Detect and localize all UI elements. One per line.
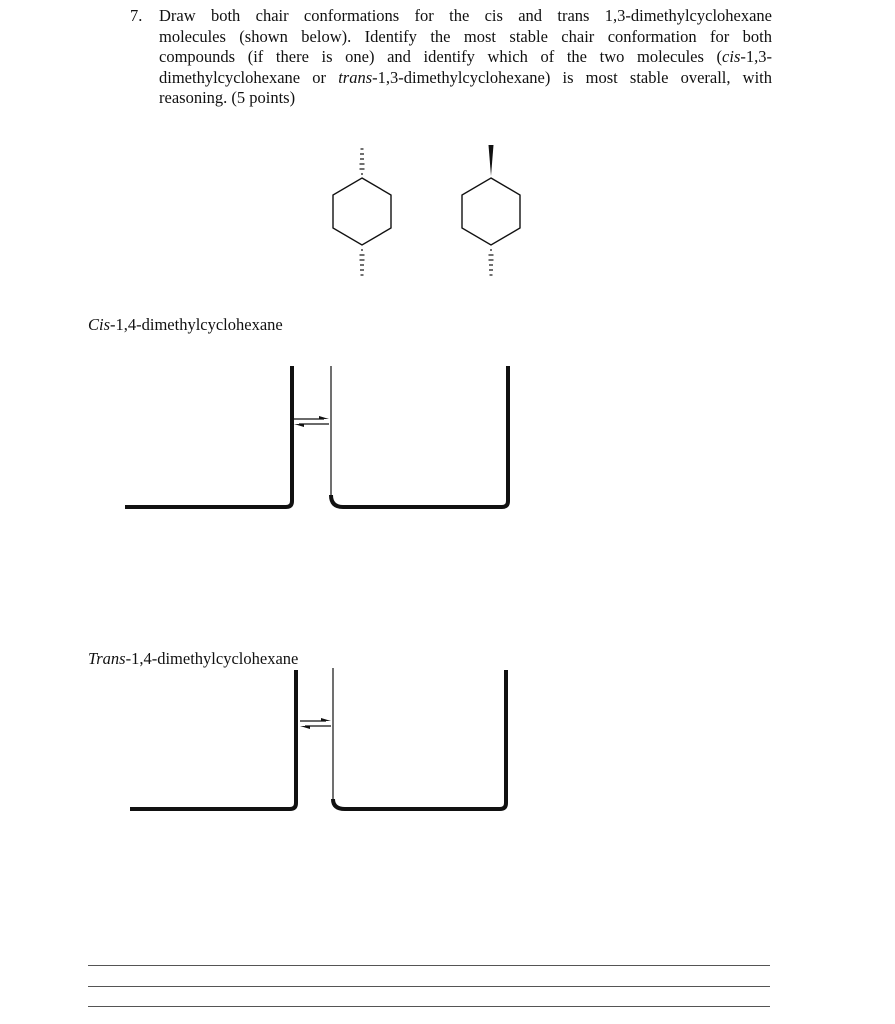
hashed-bond-bottom-2 [489, 250, 494, 275]
cyclohexane-ring-1 [333, 178, 391, 245]
trans-suffix: -1,3-dimethylcyclohexane) is most stable overall, with [372, 67, 773, 87]
cis-equilibrium-arrows [294, 416, 329, 427]
cis-label-rest: -1,4-dimethylcyclohexane [110, 315, 283, 334]
cis-answer-template [125, 366, 508, 507]
trans-section-label [88, 649, 298, 669]
trans-term: trans [338, 67, 373, 87]
trans-label-italic: Trans [88, 649, 126, 668]
cis-chair-left-frame [125, 366, 292, 507]
trans-answer-template [130, 668, 506, 809]
cis-term: cis [722, 47, 741, 66]
molecule-trans-structure [462, 145, 520, 275]
trans-chair-left-frame [130, 670, 296, 809]
answer-line-1[interactable] [88, 965, 770, 966]
cis-chair-right-frame [331, 366, 508, 507]
cis-suffix: -1,3- [740, 47, 772, 66]
question-number: 7. [130, 6, 143, 25]
hashed-bond-top-1 [360, 149, 365, 174]
cis-section-label [88, 315, 283, 335]
trans-label-rest: -1,4-dimethylcyclohexane [125, 649, 299, 668]
molecule-cis-structure [333, 149, 391, 275]
question-line-4-text: dimethylcyclohexane or [159, 67, 339, 87]
question-line-1: Draw both chair conformations for the cis and trans 1,3-dimethylcyclohexane [159, 6, 772, 25]
question-line-5: reasoning. (5 points) [159, 88, 296, 107]
question-line-3-text: compounds (if there is one) and identify which of the two molecules ( [159, 47, 723, 66]
question-line-2: molecules (shown below). Identify the most stable chair conformation for both [159, 26, 772, 46]
answer-line-2[interactable] [88, 986, 770, 987]
answer-line-3[interactable] [88, 1006, 770, 1007]
cis-label-italic: Cis [88, 315, 111, 334]
trans-equilibrium-arrows [300, 718, 331, 729]
hashed-bond-bottom-1 [360, 250, 365, 275]
trans-chair-right-frame [333, 670, 506, 809]
cyclohexane-ring-2 [462, 178, 520, 245]
wedge-bond-top-2 [489, 145, 494, 176]
